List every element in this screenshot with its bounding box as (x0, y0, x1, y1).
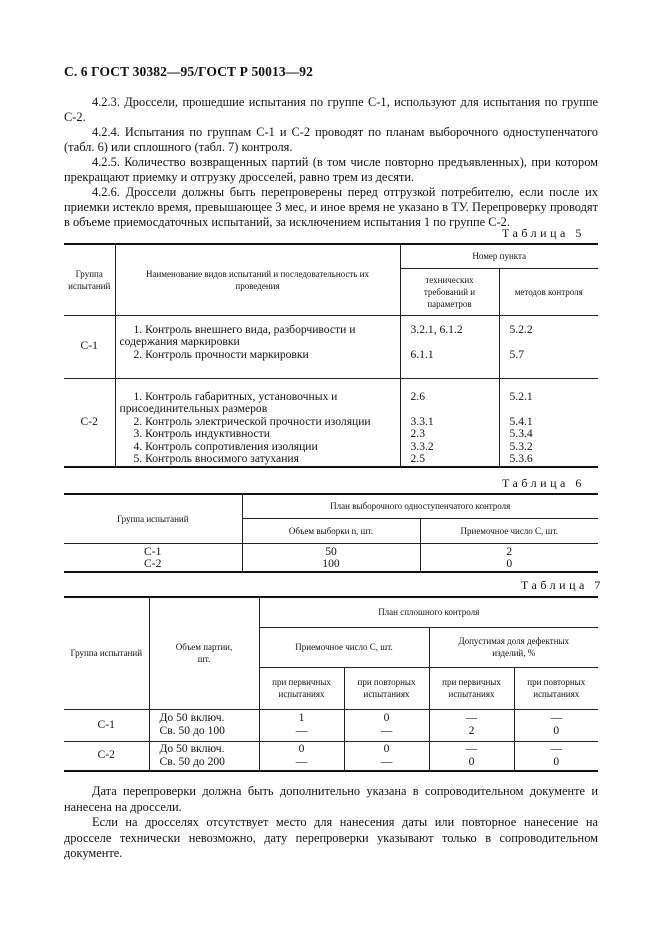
table7-row-lot: До 50 включ. (159, 711, 225, 725)
table6-header-plan: План выборочного одноступенчатого контроля (242, 494, 598, 518)
paragraph-4-2-4: 4.2.4. Испытания по группам С-1 и С-2 проводят по планам выборочного одноступенчатого (табл. 6) или сплошного (табл. 7) контроля. (64, 125, 598, 154)
table7-header-accept: Приемочное число C, шт. (259, 627, 429, 667)
table5-group-c1 (64, 315, 598, 378)
table7-group-c2 (64, 741, 598, 771)
page-header: С. 6 ГОСТ 30382—95/ГОСТ Р 50013—92 (64, 64, 313, 79)
table6-caption: Таблица 6 (502, 476, 585, 490)
table5-row-name: 1. Контроль внешнего вида, разборчивости и содержания маркировки (119, 322, 356, 349)
closing-text (64, 784, 598, 862)
table7-row-accept-primary: 0 (298, 742, 305, 756)
table6-row-group: С-2 (144, 557, 162, 571)
table5-row-name: 2. Контроль прочности маркировки (133, 347, 309, 361)
table5-row-method: 5.3.2 (509, 439, 533, 453)
table7-header-defect: Допустимая доля дефектных изделий, % (429, 627, 598, 667)
table5-row-req: 3.3.1 (410, 414, 434, 428)
table7-row-lot: До 50 включ. (159, 742, 225, 756)
table5-group-label: С-2 (80, 414, 98, 428)
table7-row-accept-primary: 1 (298, 711, 305, 725)
paragraph-recheck-no-space: Если на дросселях отсутствует место для нанесения даты или повторное нанесение на дросселе технически невозможно, дату перепроверки указывают только в сопроводительном документе. (64, 815, 598, 860)
table7-row-defect-repeat: — (550, 742, 563, 756)
paragraph-recheck-date: Дата перепроверки должна быть дополнительно указана в сопроводительном документе и нанесена на дроссели. (64, 784, 598, 814)
table5-row-method: 5.3.6 (509, 452, 533, 466)
table7-header-accept-primary: при первичных испытаниях (259, 667, 344, 709)
table5-group-c2 (64, 378, 598, 467)
table7-row-defect-repeat: 0 (553, 754, 560, 768)
table5-row-req: 6.1.1 (410, 347, 434, 361)
table7-row-accept-repeat: 0 (383, 711, 390, 725)
table5-row-req: 2.6 (410, 389, 425, 403)
intro-text (64, 95, 598, 230)
paragraph-4-2-3: 4.2.3. Дроссели, прошедшие испытания по группе С-1, используют для испытания по группе С-2. (64, 95, 598, 124)
paragraph-4-2-6: 4.2.6. Дроссели должны быть перепроверены перед отгрузкой потребителю, если после их приемки истекло время, превышающее 3 мес, и иное время не указано в ТУ. Перепроверку проводят в объеме приемосдаточных испытаний, за исключением испытания 1 по группе С-2. (64, 185, 598, 229)
table7 (64, 596, 598, 772)
table5-row-method: 5.7 (509, 347, 524, 361)
table5-header-group: Группа испытаний (64, 244, 115, 315)
table5-group-label: С-1 (80, 339, 98, 353)
table7-caption: Таблица 7 (521, 578, 604, 592)
table6-header-accept: Приемочное число C, шт. (420, 518, 598, 543)
table6-header-sample: Объем выборки n, шт. (242, 518, 420, 543)
table7-row-defect-primary: — (465, 711, 478, 725)
table5-row-method: 5.4.1 (509, 414, 533, 428)
table7-header-accept-repeat: при повторных испытаниях (344, 667, 429, 709)
table7-row-defect-primary: 0 (468, 754, 475, 768)
table7-row-defect-repeat: — (550, 711, 563, 725)
table7-header-defect-primary: при первичных испытаниях (429, 667, 514, 709)
table6-header-group: Группа испытаний (64, 494, 242, 543)
paragraph-4-2-5: 4.2.5. Количество возвращенных партий (в том числе повторно предъявленных), при котором прекращают приемку и отгрузку дросселей, равно трем из десяти. (64, 155, 598, 184)
table6-row-accept: 0 (506, 557, 513, 571)
table5-caption: Таблица 5 (502, 226, 585, 240)
table7-header-group: Группа испытаний (64, 597, 149, 709)
table5-row-name: 3. Контроль индуктивности (133, 427, 270, 441)
table7-header-plan: План сплошного контроля (259, 597, 598, 627)
table5-row-name: 2. Контроль электрической прочности изоляции (133, 414, 371, 428)
table7-row-defect-primary: 2 (468, 724, 475, 737)
table5-row-req: 3.2.1, 6.1.2 (410, 322, 463, 336)
table5-row-req: 3.3.2 (410, 439, 434, 453)
table6-row-accept: 2 (506, 544, 513, 558)
table7-row-accept-primary: — (295, 724, 308, 737)
table7-row-accept-repeat: 0 (383, 742, 390, 756)
table7-row-accept-repeat: — (380, 724, 393, 737)
table7-row-accept-repeat: — (380, 754, 393, 768)
table5-row-method: 5.2.2 (509, 322, 533, 336)
table5-row-method: 5.3.4 (509, 427, 533, 441)
table5-header-methods: методов контроля (499, 268, 598, 315)
table5 (64, 243, 598, 468)
table7-group-label: С-2 (97, 748, 115, 762)
table7-row-lot: Св. 50 до 200 (159, 754, 225, 768)
table5-row-name: 5. Контроль вносимого затухания (133, 452, 299, 466)
table7-group-label: С-1 (97, 717, 115, 731)
table7-header-defect-repeat: при повторных испытаниях (514, 667, 598, 709)
table5-row-req: 2.3 (410, 427, 425, 441)
table7-group-c1 (64, 709, 598, 741)
table5-header-name: Наименование видов испытаний и последовательность их проведения (115, 244, 400, 315)
table6-row-group: С-1 (144, 544, 162, 558)
table5-row-name: 1. Контроль габаритных, установочных и присоединительных размеров (119, 389, 338, 416)
table5-header-tech-req: технических требований и параметров (400, 268, 499, 315)
table5-header-item-number: Номер пункта (400, 244, 598, 268)
table7-row-accept-primary: — (295, 754, 308, 768)
table6-row-sample: 50 (325, 544, 337, 558)
table5-row-method: 5.2.1 (509, 389, 533, 403)
table7-row-defect-primary: — (465, 742, 478, 756)
table7-row-lot: Св. 50 до 100 (159, 724, 225, 737)
table7-header-lot: Объем партии, шт. (149, 597, 259, 709)
table5-row-name: 4. Контроль сопротивления изоляции (133, 439, 318, 453)
table7-row-defect-repeat: 0 (553, 724, 560, 737)
table6-row-sample: 100 (322, 557, 340, 571)
table6 (64, 493, 598, 573)
table5-row-req: 2.5 (410, 452, 425, 466)
